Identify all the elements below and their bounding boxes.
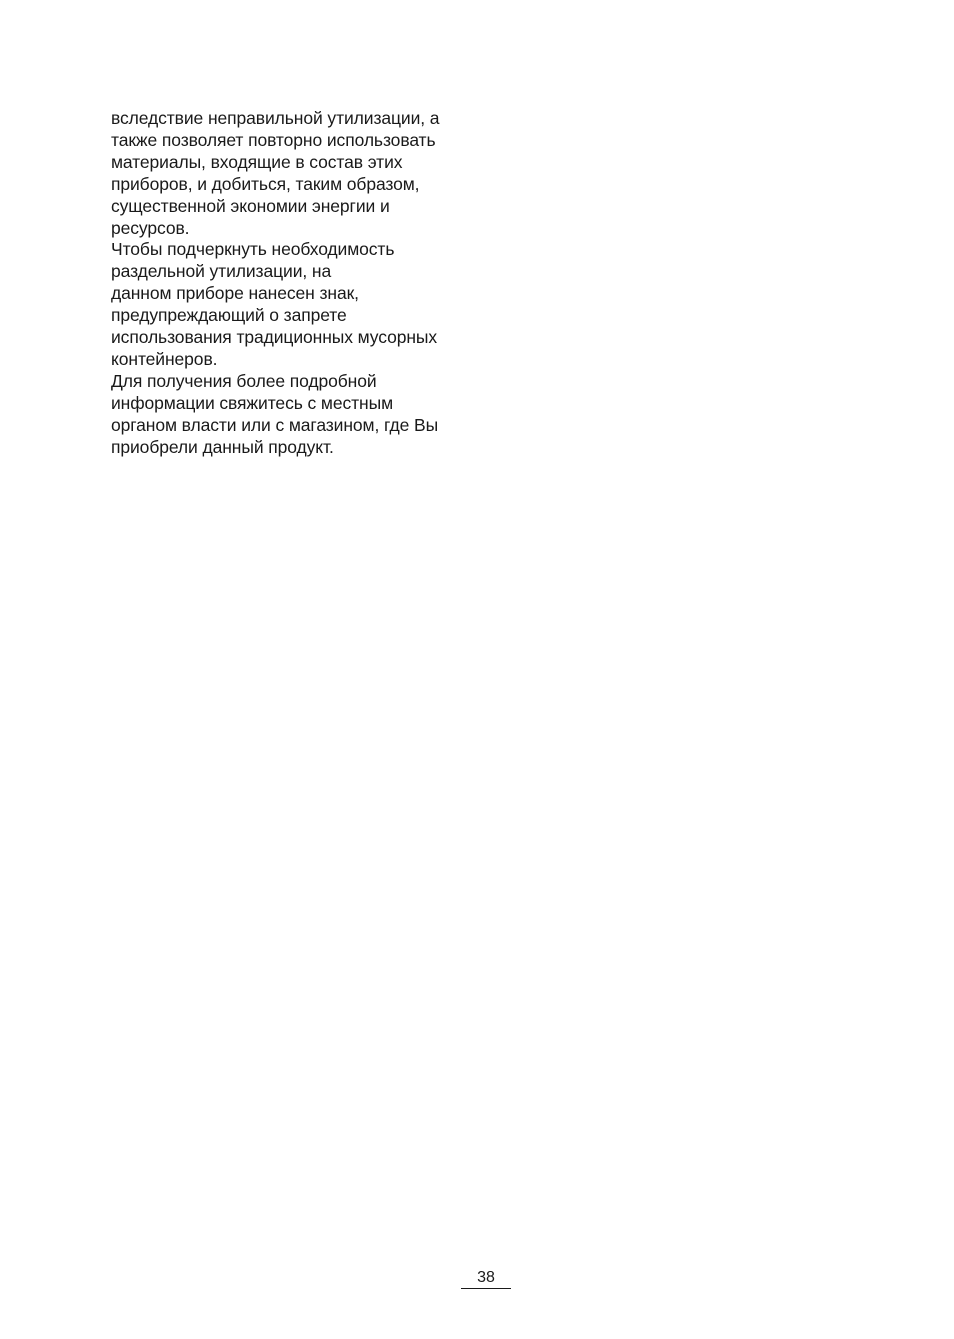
- page-number: 38: [477, 1269, 495, 1286]
- page-footer: [461, 1268, 511, 1289]
- page-number-underline: [461, 1288, 511, 1289]
- paragraph-recycling-benefits: [111, 108, 491, 239]
- text-line: Для получения более подробной: [111, 370, 377, 391]
- paragraph-more-information: [111, 371, 491, 459]
- text-line: приобрели данный продукт.: [111, 436, 334, 457]
- text-line: использования традиционных мусорных: [111, 327, 438, 348]
- text-line: раздельной утилизации, на: [111, 261, 332, 282]
- text-line: Чтобы подчеркнуть необходимость: [111, 239, 395, 260]
- text-line: вследствие неправильной утилизации, а: [111, 108, 440, 128]
- text-line: данном приборе нанесен знак,: [111, 283, 359, 304]
- text-line: существенной экономии энергии и: [111, 195, 390, 216]
- text-line: органом власти или с магазином, где Вы: [111, 414, 439, 435]
- body-text-column: [111, 108, 491, 459]
- text-line: приборов, и добиться, таким образом,: [111, 173, 420, 194]
- paragraph-separate-disposal-symbol: [111, 239, 491, 370]
- text-line: ресурсов.: [111, 217, 190, 238]
- text-line: предупреждающий о запрете: [111, 305, 347, 326]
- text-line: материалы, входящие в состав этих: [111, 151, 403, 172]
- text-line: также позволяет повторно использовать: [111, 129, 436, 150]
- text-line: контейнеров.: [111, 348, 218, 369]
- text-line: информации свяжитесь с местным: [111, 392, 394, 413]
